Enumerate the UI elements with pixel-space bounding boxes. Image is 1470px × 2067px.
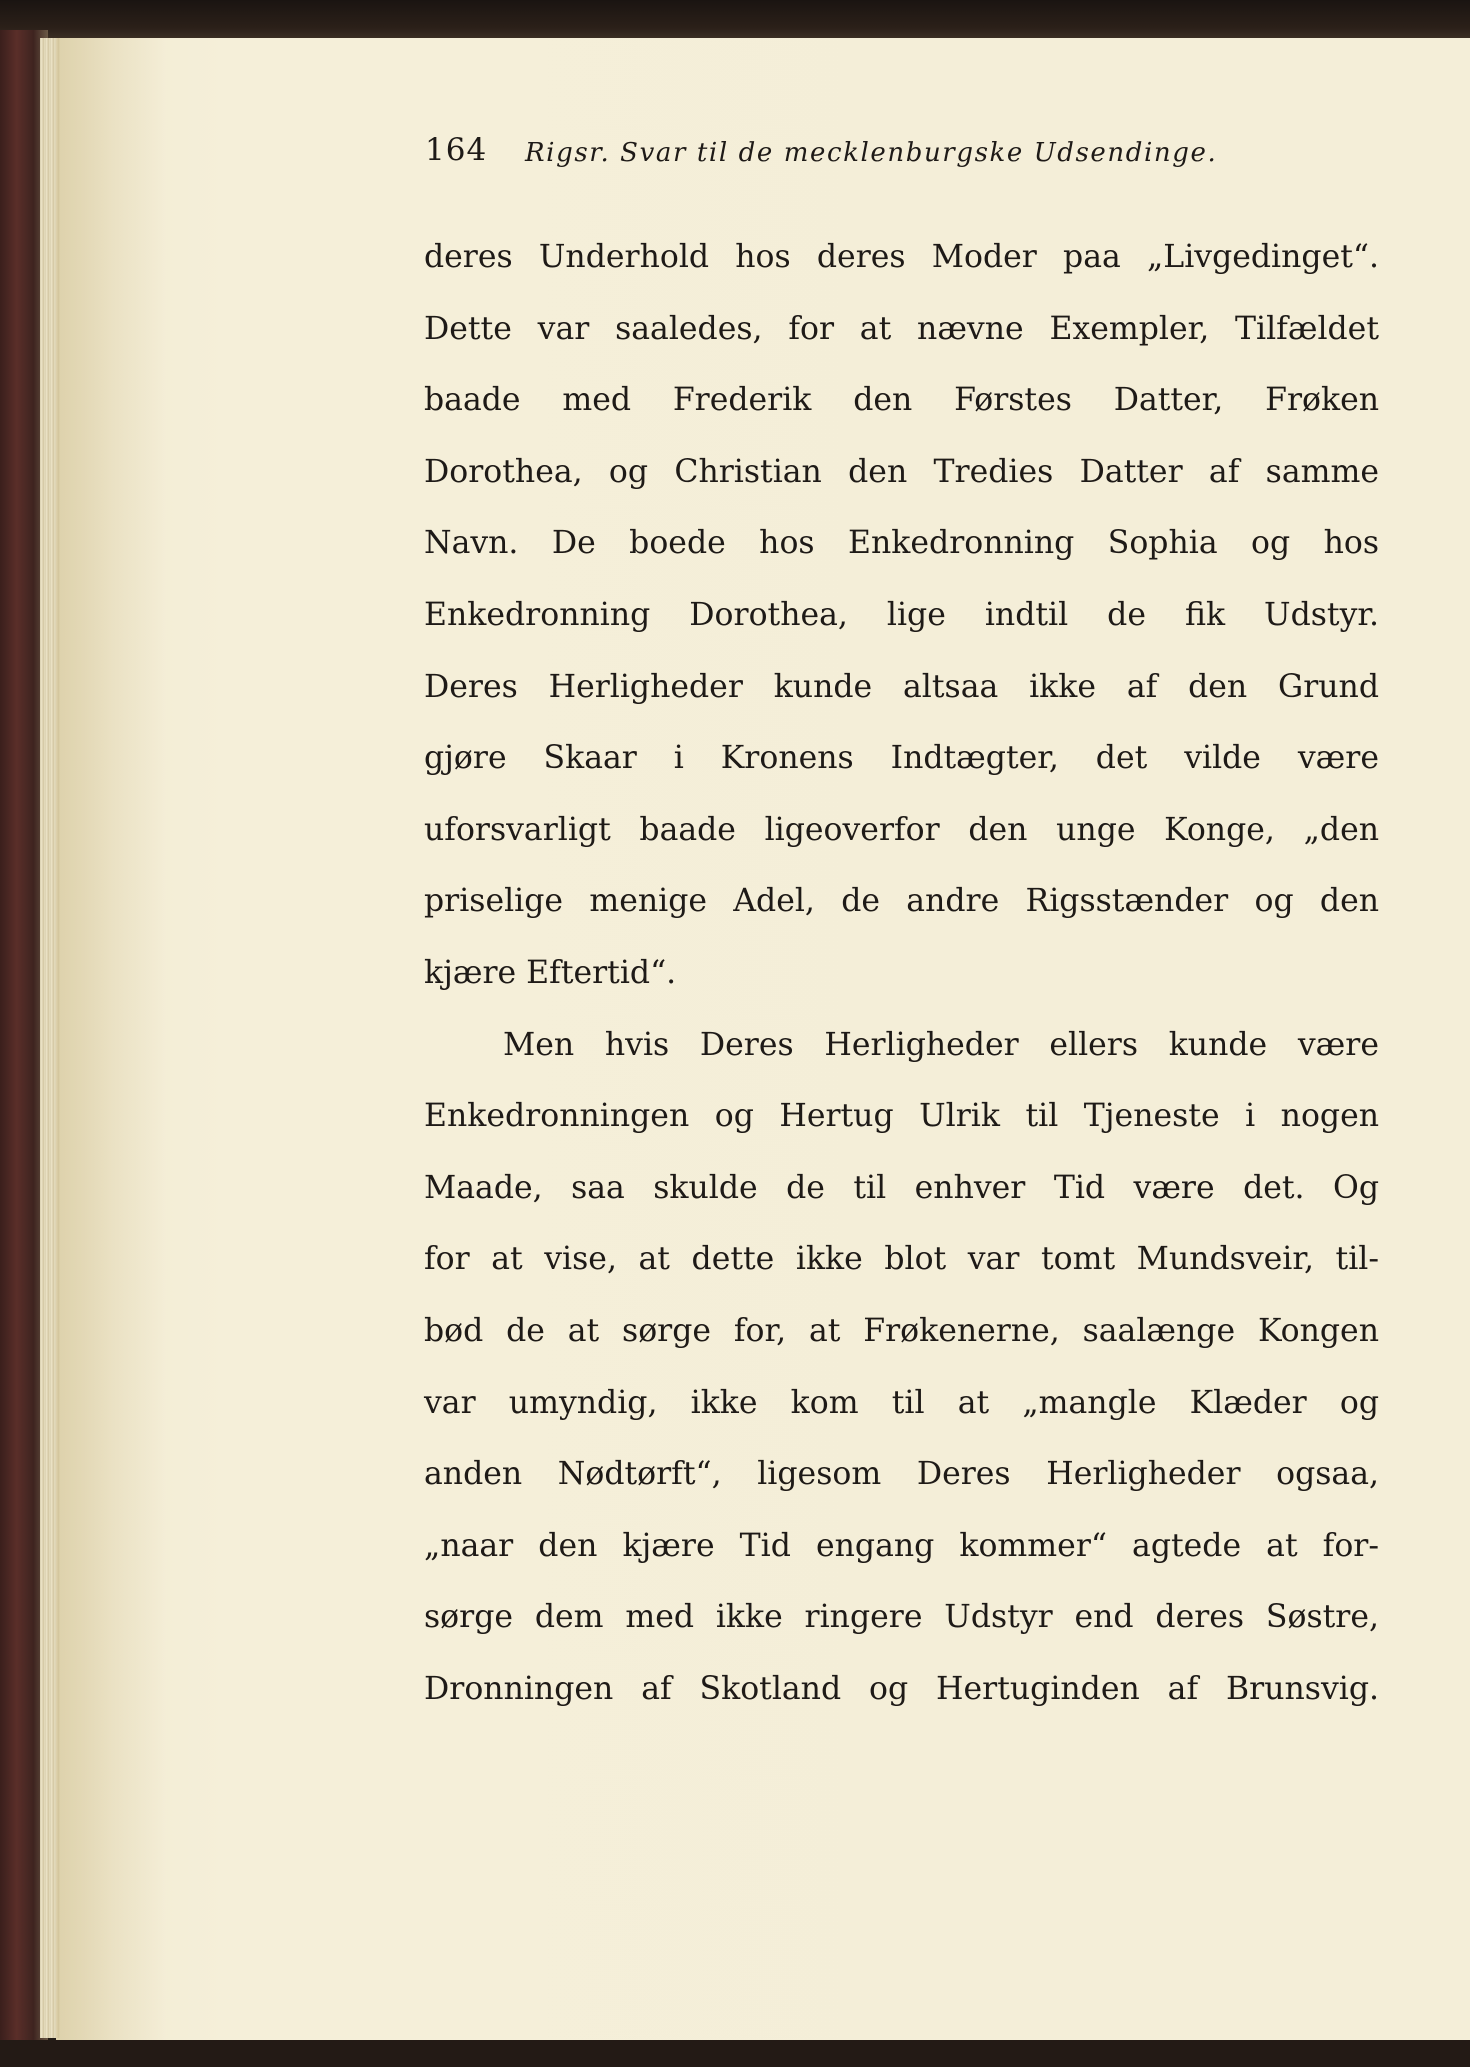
text-line: „naar den kjære Tid engang kommer“ agtede at for- [424, 1527, 1379, 1564]
text-line: gjøre Skaar i Kronens Indtægter, det vilde være [424, 740, 1379, 777]
text-line: Maade, saa skulde de til enhver Tid være det. Og [424, 1169, 1379, 1206]
page-header [425, 130, 1385, 180]
bottom-shadow-edge [0, 2040, 1470, 2067]
text-line: Navn. De boede hos Enkedronning Sophia og hos [424, 525, 1379, 562]
text-line: for at vise, at dette ikke blot var tomt Mundsveir, til- [424, 1241, 1379, 1278]
text-line: deres Underhold hos deres Moder paa „Livgedinget“. [424, 239, 1379, 275]
top-shadow-edge [0, 0, 1470, 40]
text-line: Dronningen af Skotland og Hertuginden af Brunsvig. [424, 1670, 1379, 1707]
text-line: Dette var saaledes, for at nævne Exempler, Tilfældet [424, 310, 1379, 347]
gutter-shadow [56, 38, 166, 2043]
text-line: Deres Herligheder kunde altsaa ikke af den Grund [424, 668, 1379, 705]
text-line: Dorothea, og Christian den Tredies Datter af samme [424, 453, 1379, 490]
text-line: baade med Frederik den Førstes Datter, Frøken [424, 382, 1379, 419]
text-line-paragraph-start: Men hvis Deres Herligheder ellers kunde være [503, 1026, 1379, 1063]
text-line: bød de at sørge for, at Frøkenerne, saalænge Kongen [424, 1312, 1379, 1349]
text-line: var umyndig, ikke kom til at „mangle Klæder og [424, 1384, 1379, 1421]
text-line: Enkedronningen og Hertug Ulrik til Tjeneste i nogen [424, 1098, 1379, 1135]
body-text [424, 222, 1379, 1725]
page-number: 164 [425, 132, 488, 168]
text-line: kjære Eftertid“. [424, 954, 677, 991]
text-line: sørge dem med ikke ringere Udstyr end deres Søstre, [424, 1599, 1379, 1636]
running-title: Rigsr. Svar til de mecklenburgske Udsendinge. [525, 138, 1218, 168]
text-line: Enkedronning Dorothea, lige indtil de fik Udstyr. [424, 596, 1379, 633]
text-line: priselige menige Adel, de andre Rigsstænder og den [424, 883, 1379, 920]
text-line: uforsvarligt baade ligeoverfor den unge Konge, „den [424, 811, 1379, 848]
text-line: anden Nødtørft“, ligesom Deres Herligheder ogsaa, [424, 1456, 1379, 1493]
